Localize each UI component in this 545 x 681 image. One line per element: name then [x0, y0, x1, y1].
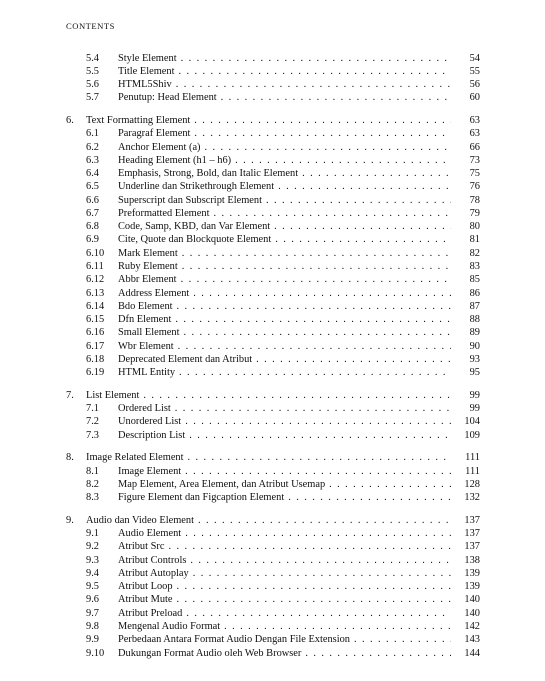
toc-page-number: 137 — [451, 527, 480, 540]
toc-entry-number: 9.1 — [86, 527, 99, 539]
toc-entry-title[interactable]: Mark Element . . . — [118, 247, 452, 260]
toc-entry-row[interactable] — [0, 429, 545, 442]
toc-entry-title[interactable]: Audio Element . . . — [118, 527, 452, 540]
toc-entry-row[interactable] — [0, 366, 545, 379]
toc-page-number: 63 — [451, 127, 480, 140]
toc-entry-number: 6.13 — [86, 287, 105, 299]
toc-entry-title[interactable]: Code, Samp, KBD, dan Var Element . . . — [118, 220, 452, 233]
toc-entry-title[interactable]: Heading Element (h1 – h6) . . . — [118, 154, 452, 167]
toc-page-number: 87 — [451, 300, 480, 313]
toc-page-number: 66 — [451, 141, 480, 154]
toc-entry-number: 6.4 — [86, 168, 99, 179]
toc-entry-number: 6.3 — [86, 154, 99, 166]
toc-page-number: 95 — [451, 366, 480, 379]
toc-entry-number: 8.3 — [86, 492, 99, 504]
toc-page-number: 111 — [451, 465, 480, 478]
toc-chapter-row[interactable] — [0, 389, 545, 402]
toc-entry-number: 9.4 — [86, 567, 99, 579]
toc-entry-row[interactable] — [0, 580, 545, 593]
toc-page-number: 139 — [451, 567, 480, 580]
toc-entry-number: 6.14 — [86, 300, 105, 312]
toc-entry-row[interactable] — [0, 273, 545, 286]
toc-entry-number: 9.7 — [86, 607, 99, 619]
toc-entry-number: 7.3 — [86, 429, 99, 441]
toc-entry-row[interactable] — [0, 326, 545, 339]
toc-entry-title[interactable]: Image Related Element . . . — [86, 451, 452, 464]
toc-entry-number: 9.6 — [86, 594, 99, 606]
toc-entry-number: 9.2 — [86, 541, 99, 553]
toc-entry-row[interactable] — [0, 340, 545, 353]
toc-page-number: 144 — [451, 647, 480, 660]
toc-entry-title[interactable]: Title Element . . . — [118, 65, 452, 78]
toc-entry-number: 6.11 — [86, 261, 104, 272]
toc-page-number: 132 — [451, 491, 480, 504]
toc-entry-row[interactable] — [0, 52, 545, 65]
toc-entry-number: 6.5 — [86, 181, 99, 193]
toc-page-number: 140 — [451, 593, 480, 606]
toc-entry-row[interactable] — [0, 154, 545, 167]
toc-page-number: 99 — [451, 402, 480, 415]
toc-entry-number: 5.7 — [86, 92, 99, 104]
toc-page-number: 83 — [451, 260, 480, 273]
toc-entry-title[interactable]: Ruby Element . . . — [118, 260, 452, 273]
toc-page-number: 139 — [451, 580, 480, 593]
toc-entry-number: 7.2 — [86, 416, 99, 428]
toc-entry-number: 6.8 — [86, 221, 99, 233]
toc-entry-title[interactable]: Dfn Element . . . — [118, 313, 452, 326]
toc-entry-title[interactable]: HTML5Shiv . . . — [118, 78, 452, 91]
toc-entry-number: 6.2 — [86, 141, 99, 153]
toc-entry-title[interactable]: Dukungan Format Audio oleh Web Browser . . . — [118, 647, 452, 660]
toc-entry-title[interactable]: Audio dan Video Element . . . — [86, 514, 452, 527]
toc-entry-title[interactable]: Bdo Element . . . — [118, 300, 452, 313]
toc-entry-number: 6.6 — [86, 194, 99, 206]
toc-page-number: 79 — [451, 207, 480, 220]
toc-entry-row[interactable] — [0, 415, 545, 428]
toc-entry-title[interactable]: Text Formatting Element . . . — [86, 114, 452, 127]
toc-chapter-row[interactable] — [0, 451, 545, 464]
toc-page-number: 143 — [451, 633, 480, 646]
toc-entry-title[interactable]: Description List . . . — [118, 429, 452, 442]
toc-entry-title[interactable]: Style Element . . . — [118, 52, 452, 65]
toc-entry-row[interactable] — [0, 647, 545, 660]
toc-entry-row[interactable] — [0, 167, 545, 180]
toc-page-number: 63 — [451, 114, 480, 127]
toc-page-number: 55 — [451, 65, 480, 78]
toc-page-number: 142 — [451, 620, 480, 633]
toc-entry-row[interactable] — [0, 402, 545, 415]
toc-page-number: 76 — [451, 180, 480, 193]
toc-entry-title[interactable]: Underline dan Strikethrough Element . . . — [118, 180, 452, 193]
toc-entry-title[interactable]: HTML Entity . . . — [118, 366, 452, 379]
toc-page-number: 75 — [451, 167, 480, 180]
toc-entry-title[interactable]: Penutup: Head Element . . . — [118, 91, 452, 104]
toc-entry-row[interactable] — [0, 540, 545, 553]
toc-entry-row[interactable] — [0, 527, 545, 540]
toc-entry-row[interactable] — [0, 633, 545, 646]
toc-entry-row[interactable] — [0, 567, 545, 580]
toc-entry-title[interactable]: Atribut Controls . . . — [118, 554, 452, 567]
toc-page-number: 137 — [451, 514, 480, 527]
toc-page-number: 60 — [451, 91, 480, 104]
toc-entry-row[interactable] — [0, 78, 545, 91]
toc-entry-title[interactable]: Ordered List . . . — [118, 402, 452, 415]
toc-entry-number: 6.10 — [86, 247, 105, 259]
toc-entry-title[interactable]: Cite, Quote dan Blockquote Element . . . — [118, 233, 452, 246]
toc-entry-row[interactable] — [0, 233, 545, 246]
toc-entry-row[interactable] — [0, 465, 545, 478]
toc-page-number: 99 — [451, 389, 480, 402]
toc-entry-title[interactable]: Address Element . . . — [118, 287, 452, 300]
toc-entry-number: 8.1 — [86, 465, 99, 477]
toc-page-number: 109 — [451, 429, 480, 442]
toc-entry-number: 7.1 — [86, 403, 99, 415]
toc-chapter-row[interactable] — [0, 514, 545, 527]
toc-entry-row[interactable] — [0, 620, 545, 633]
toc-entry-number: 7. — [66, 389, 74, 401]
toc-page-number: 89 — [451, 326, 480, 339]
toc-entry-number: 6.16 — [86, 327, 105, 339]
toc-entry-row[interactable] — [0, 593, 545, 606]
toc-page-number: 138 — [451, 554, 480, 567]
toc-entry-row[interactable] — [0, 194, 545, 207]
toc-page-number: 81 — [451, 233, 480, 246]
toc-entry-number: 8. — [66, 452, 74, 464]
page-header: CONTENTS — [66, 21, 115, 31]
toc-entry-row[interactable] — [0, 313, 545, 326]
toc-entry-row[interactable] — [0, 260, 545, 273]
toc-entry-number: 6.18 — [86, 354, 105, 365]
toc-entry-number: 5.6 — [86, 79, 99, 91]
toc-entry-row[interactable] — [0, 141, 545, 154]
toc-page-number: 85 — [451, 273, 480, 286]
toc-entry-title[interactable]: List Element . . . — [86, 389, 452, 402]
toc-entry-row[interactable] — [0, 287, 545, 300]
toc-entry-title[interactable]: Perbedaan Antara Format Audio Dengan File Extension . . . — [118, 633, 452, 646]
toc-entry-title[interactable]: Map Element, Area Element, dan Atribut Usemap . . . — [118, 478, 452, 491]
toc-entry-row[interactable] — [0, 300, 545, 313]
toc-entry-row[interactable] — [0, 607, 545, 620]
toc-entry-number: 9. — [66, 514, 74, 526]
toc-page-number: 140 — [451, 607, 480, 620]
toc-entry-title[interactable]: Deprecated Element dan Atribut . . . — [118, 353, 452, 366]
toc-entry-title[interactable]: Mengenal Audio Format . . . — [118, 620, 452, 633]
toc-entry-number: 9.5 — [86, 581, 99, 593]
toc-entry-title[interactable]: Atribut Mute . . . — [118, 593, 452, 606]
toc-entry-title[interactable]: Paragraf Element . . . — [118, 127, 452, 140]
toc-entry-row[interactable] — [0, 127, 545, 140]
toc-entry-number: 9.10 — [86, 647, 105, 659]
toc-entry-title[interactable]: Atribut Loop . . . — [118, 580, 452, 593]
toc-entry-number: 6.17 — [86, 340, 105, 352]
toc-chapter-row[interactable] — [0, 114, 545, 127]
toc-page-number: 93 — [451, 353, 480, 366]
toc-entry-row[interactable] — [0, 353, 545, 366]
toc-entry-number: 6.15 — [86, 314, 105, 326]
toc-entry-title[interactable]: Anchor Element (a) . . . — [118, 141, 452, 154]
toc-entry-number: 6.7 — [86, 207, 99, 219]
toc-page-number: 111 — [451, 451, 480, 464]
toc-entry-number: 8.2 — [86, 478, 99, 490]
toc-page-number: 104 — [451, 415, 480, 428]
toc-entry-row[interactable] — [0, 491, 545, 504]
toc-page-number: 80 — [451, 220, 480, 233]
toc-entry-number: 5.5 — [86, 65, 99, 77]
toc-entry-title[interactable]: Preformatted Element . . . — [118, 207, 452, 220]
toc-entry-number: 6.19 — [86, 367, 105, 379]
toc-entry-number: 6. — [66, 114, 74, 126]
toc-page-number: 86 — [451, 287, 480, 300]
toc-entry-number: 9.8 — [86, 620, 99, 632]
toc-page-number: 82 — [451, 247, 480, 260]
toc-entry-number: 9.3 — [86, 554, 99, 566]
toc-page-number: 88 — [451, 313, 480, 326]
toc-entry-title[interactable]: Image Element . . . — [118, 465, 452, 478]
toc-entry-title[interactable]: Figure Element dan Figcaption Element . . . — [118, 491, 452, 504]
toc-entry-title[interactable]: Small Element . . . — [118, 326, 452, 339]
toc-entry-row[interactable] — [0, 180, 545, 193]
toc-page-number: 78 — [451, 194, 480, 207]
toc-entry-title[interactable]: Atribut Src . . . — [118, 540, 452, 553]
toc-entry-number: 9.9 — [86, 634, 99, 646]
toc-entry-title[interactable]: Unordered List . . . — [118, 415, 452, 428]
toc-entry-number: 6.9 — [86, 234, 99, 246]
toc-entry-title[interactable]: Wbr Element . . . — [118, 340, 452, 353]
toc-entry-number: 6.12 — [86, 274, 105, 286]
toc-page-number: 90 — [451, 340, 480, 353]
toc-page-number: 54 — [451, 52, 480, 65]
toc-entry-row[interactable] — [0, 91, 545, 104]
toc-entry-row[interactable] — [0, 478, 545, 491]
toc-entry-title[interactable]: Atribut Autoplay . . . — [118, 567, 452, 580]
toc-entry-title[interactable]: Atribut Preload . . . — [118, 607, 452, 620]
toc-entry-row[interactable] — [0, 554, 545, 567]
toc-page-number: 56 — [451, 78, 480, 91]
toc-entry-number: 5.4 — [86, 52, 99, 64]
toc-entry-title[interactable]: Superscript dan Subscript Element . . . — [118, 194, 452, 207]
toc-entry-row[interactable] — [0, 65, 545, 78]
toc-page-number: 73 — [451, 154, 480, 167]
toc-entry-row[interactable] — [0, 207, 545, 220]
toc-page-number: 137 — [451, 540, 480, 553]
toc-entry-row[interactable] — [0, 247, 545, 260]
toc-entry-row[interactable] — [0, 220, 545, 233]
toc-entry-title[interactable]: Abbr Element . . . — [118, 273, 452, 286]
toc-page-number: 128 — [451, 478, 480, 491]
toc-entry-number: 6.1 — [86, 128, 99, 140]
toc-entry-title[interactable]: Emphasis, Strong, Bold, dan Italic Element . . . — [118, 167, 452, 180]
